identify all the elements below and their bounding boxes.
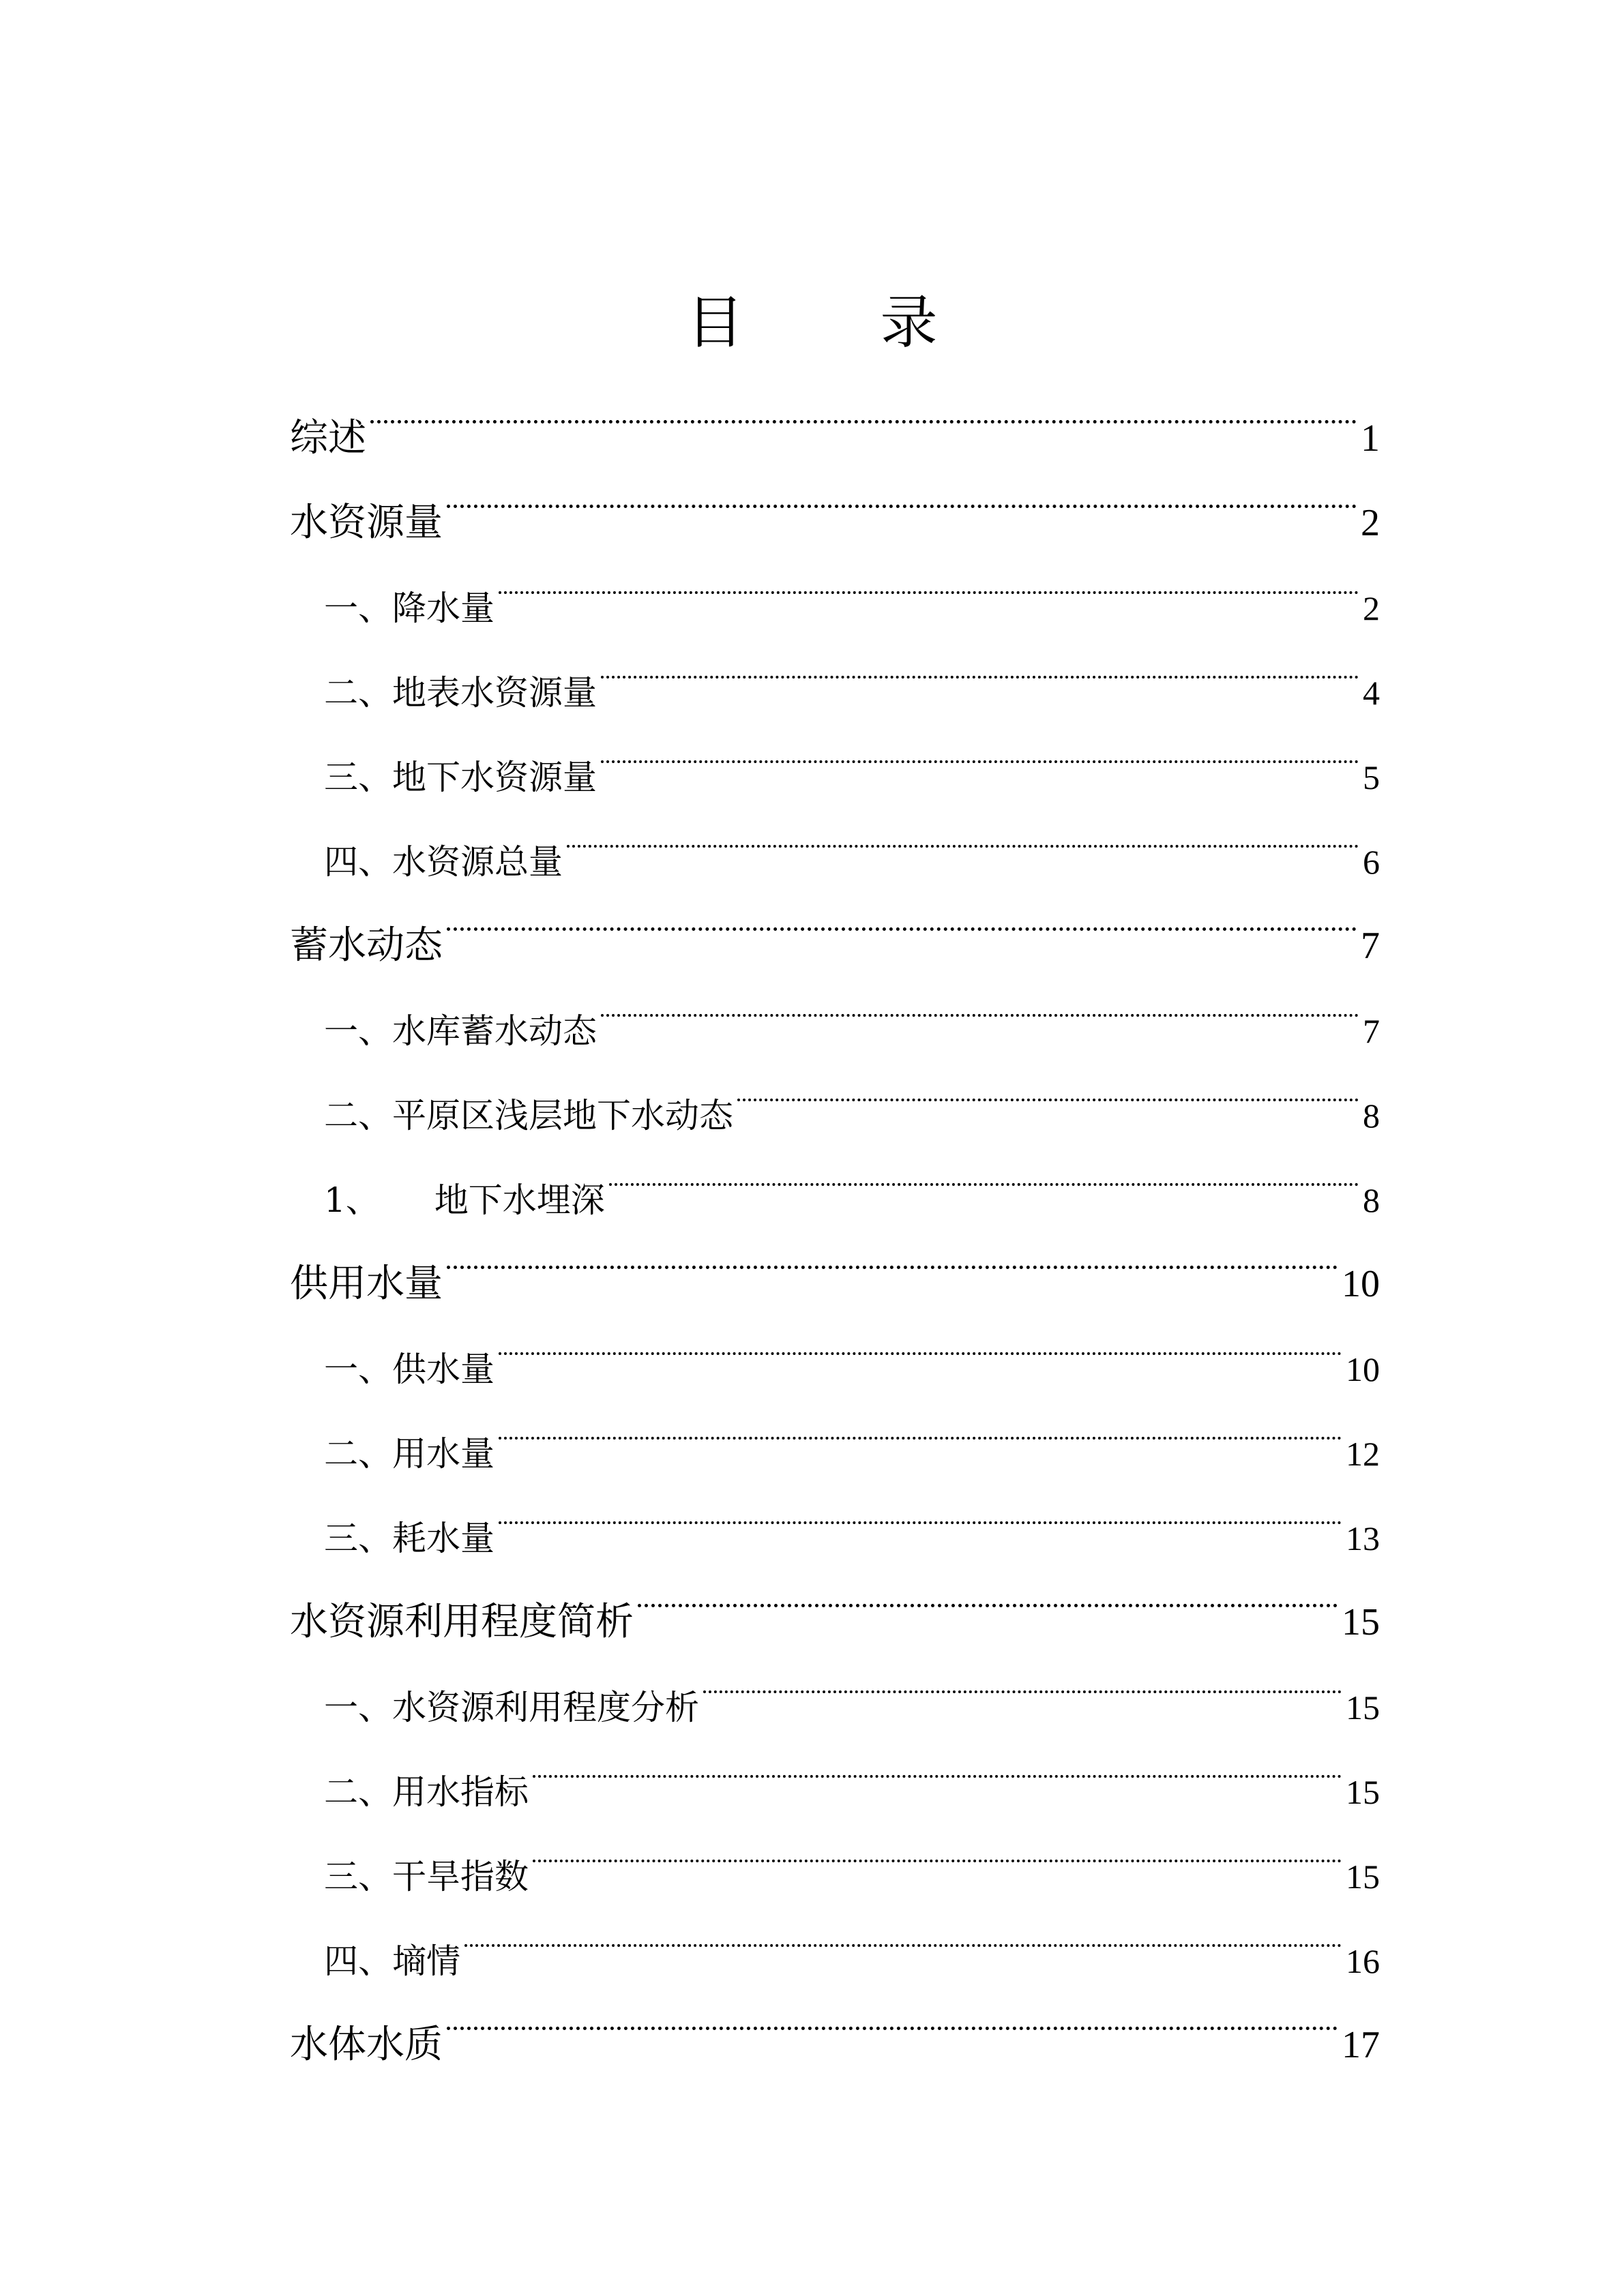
toc-entry-text: 地下水埋深	[434, 1180, 605, 1220]
toc-entry-page: 16	[1346, 1942, 1380, 1980]
toc-entry-water-supply[interactable]	[290, 1296, 1380, 1389]
dot-leader	[601, 704, 1359, 789]
dot-leader	[447, 1973, 1338, 2057]
toc-entry-page: 13	[1346, 1519, 1380, 1557]
toc-entry-page: 7	[1361, 925, 1380, 967]
dot-leader	[447, 874, 1357, 958]
toc-entry-number: 1、	[324, 1180, 380, 1220]
toc-entry-label: 一、降水量	[324, 588, 494, 628]
dot-leader	[737, 1043, 1359, 1127]
toc-entry-label: 蓄水动态	[290, 923, 443, 968]
toc-entry-label: 三、耗水量	[324, 1519, 494, 1558]
toc-entry-page: 8	[1363, 1097, 1380, 1135]
toc-entry-label: 二、平原区浅层地下水动态	[324, 1096, 733, 1135]
toc-entry-page: 15	[1346, 1858, 1380, 1896]
dot-leader	[703, 1635, 1342, 1719]
dot-leader	[533, 1804, 1342, 1888]
toc-entry-page: 17	[1342, 2024, 1380, 2066]
toc-entry-page: 2	[1361, 502, 1380, 544]
toc-entry-storage-dynamics[interactable]	[290, 874, 1380, 968]
toc-entry-label: 水资源利用程度简析	[290, 1600, 634, 1644]
toc-entry-page: 12	[1346, 1435, 1380, 1473]
toc-entry-page: 6	[1363, 843, 1380, 881]
toc-entry-overview[interactable]	[290, 366, 1380, 460]
toc-entry-page: 1	[1361, 417, 1380, 460]
toc-entry-label: 四、水资源总量	[324, 842, 563, 882]
toc-entry-page: 5	[1363, 758, 1380, 796]
toc-title-char-2: 录	[880, 289, 938, 356]
toc-entry-water-resources[interactable]	[290, 451, 1380, 545]
toc-entry-page: 7	[1363, 1012, 1380, 1050]
dot-leader	[499, 1296, 1342, 1381]
toc-entry-label: 水资源量	[290, 501, 443, 545]
toc-entry-label: 水体水质	[290, 2023, 443, 2067]
dot-leader	[447, 1212, 1338, 1296]
toc-entry-page: 10	[1346, 1350, 1380, 1388]
toc-entry-label: 综述	[290, 416, 366, 460]
toc-entry-label: 二、地表水资源量	[324, 673, 597, 713]
toc-entry-page: 8	[1363, 1181, 1380, 1219]
toc-entry-label: 二、用水指标	[324, 1772, 529, 1812]
toc-entry-page: 2	[1363, 589, 1380, 627]
toc-title	[0, 285, 1624, 360]
toc-entry-reservoir-storage[interactable]	[290, 958, 1380, 1051]
dot-leader	[447, 451, 1357, 535]
dot-leader	[499, 1465, 1342, 1550]
toc-entry-label: 四、墒情	[324, 1941, 460, 1981]
dot-leader	[609, 1127, 1359, 1212]
dot-leader	[567, 789, 1359, 874]
toc-entry-precipitation[interactable]	[290, 535, 1380, 628]
toc-entry-label: 一、水资源利用程度分析	[324, 1688, 699, 1727]
dot-leader	[499, 1381, 1342, 1465]
dot-leader	[601, 958, 1359, 1043]
dot-leader	[499, 535, 1359, 620]
toc-entry-label: 供用水量	[290, 1262, 443, 1306]
toc-entry-label: 一、供水量	[324, 1350, 494, 1389]
toc-entry-water-supply-use[interactable]	[290, 1212, 1380, 1306]
dot-leader	[533, 1719, 1342, 1804]
toc-entry-page: 15	[1346, 1773, 1380, 1811]
toc-entry-label: 二、用水量	[324, 1434, 494, 1474]
toc-entry-page: 4	[1363, 674, 1380, 712]
toc-entry-page: 10	[1342, 1263, 1380, 1305]
dot-leader	[464, 1888, 1342, 1973]
toc-entry-label: 一、水库蓄水动态	[324, 1011, 597, 1051]
toc-title-char-1: 目	[686, 289, 744, 356]
dot-leader	[638, 1550, 1338, 1635]
toc-list	[290, 366, 1380, 2067]
toc-entry-water-quality[interactable]	[290, 1973, 1380, 2067]
dot-leader	[601, 620, 1359, 704]
dot-leader	[370, 366, 1357, 451]
toc-entry-label: 三、干旱指数	[324, 1857, 529, 1896]
toc-entry-page: 15	[1342, 1601, 1380, 1643]
toc-entry-page: 15	[1346, 1688, 1380, 1727]
toc-entry-label: 三、地下水资源量	[324, 758, 597, 797]
